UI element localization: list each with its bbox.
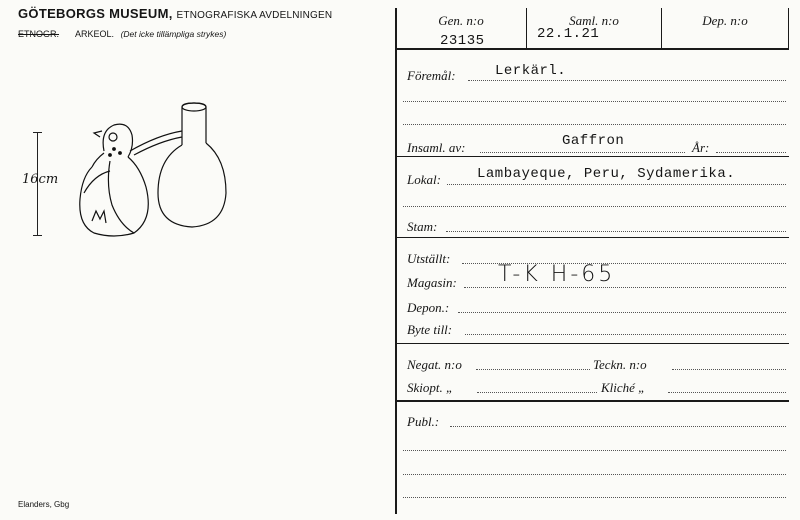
gen-value: 23135 [440, 33, 485, 49]
insaml-value: Gaffron [562, 133, 625, 149]
magasin-value: T-K H-65 [498, 262, 616, 287]
kliche-label: Kliché „ [601, 380, 646, 395]
foremal-line-3 [403, 124, 786, 125]
arkeol-label: ARKEOL. [75, 29, 115, 39]
lokal-value: Lambayeque, Peru, Sydamerika. [477, 166, 736, 182]
lokal-label: Lokal: [407, 172, 441, 187]
lokal-line-2 [403, 206, 786, 207]
negat-label: Negat. n:o [407, 357, 462, 372]
byte-label: Byte till: [407, 322, 453, 337]
dep-label: Dep. n:o [702, 13, 748, 28]
publ-line [450, 426, 786, 427]
ar-label: År: [692, 140, 710, 155]
scale-ruler-bottom [33, 235, 42, 236]
foremal-value: Lerkärl. [495, 63, 567, 79]
header-divider-2 [661, 8, 662, 48]
insaml-line [480, 152, 685, 153]
rule-after-byte [396, 343, 789, 344]
strike-note: (Det icke tillämpliga strykes) [120, 29, 227, 39]
scale-ruler-top [33, 132, 42, 133]
kliche-line [668, 392, 786, 393]
lokal-line [447, 184, 786, 185]
museum-header [18, 6, 332, 21]
byte-line [465, 334, 786, 335]
insaml-label: Insaml. av: [407, 140, 466, 155]
skiopt-label: Skiopt. „ [407, 380, 454, 395]
stam-line [446, 231, 786, 232]
etnogr-label: ETNOGR. [18, 29, 60, 39]
negat-line [476, 369, 590, 370]
saml-value: 22.1.21 [537, 26, 600, 42]
publ-line-3 [403, 474, 786, 475]
vessel-sketch [70, 95, 240, 245]
rule-after-skiopt [396, 400, 789, 402]
foremal-label: Föremål: [407, 68, 456, 83]
magasin-label: Magasin: [407, 275, 457, 290]
section-line [18, 29, 226, 39]
skiopt-line [477, 392, 597, 393]
ar-line [716, 152, 786, 153]
depon-line [458, 312, 786, 313]
saml-label: Saml. n:o [569, 13, 619, 28]
header-divider-1 [526, 8, 527, 48]
publ-line-2 [403, 450, 786, 451]
rule-after-insaml [396, 156, 789, 157]
publ-line-4 [403, 497, 786, 498]
teckn-label: Teckn. n:o [593, 357, 647, 372]
museum-name: GÖTEBORGS MUSEUM, [18, 6, 173, 21]
form-left-border [395, 8, 397, 514]
gen-label: Gen. n:o [438, 13, 484, 28]
foremal-line [468, 80, 786, 81]
teckn-line [672, 369, 786, 370]
printer-imprint: Elanders, Gbg [18, 500, 70, 509]
rule-after-stam [396, 237, 789, 238]
foremal-line-2 [403, 101, 786, 102]
magasin-line [464, 287, 786, 288]
utstallt-label: Utställt: [407, 251, 451, 266]
form-right-border [788, 8, 789, 48]
scale-label: 16cm [22, 172, 59, 187]
depon-label: Depon.: [407, 300, 450, 315]
publ-label: Publ.: [407, 414, 440, 429]
stam-label: Stam: [407, 219, 438, 234]
department-name: ETNOGRAFISKA AVDELNINGEN [176, 10, 333, 21]
